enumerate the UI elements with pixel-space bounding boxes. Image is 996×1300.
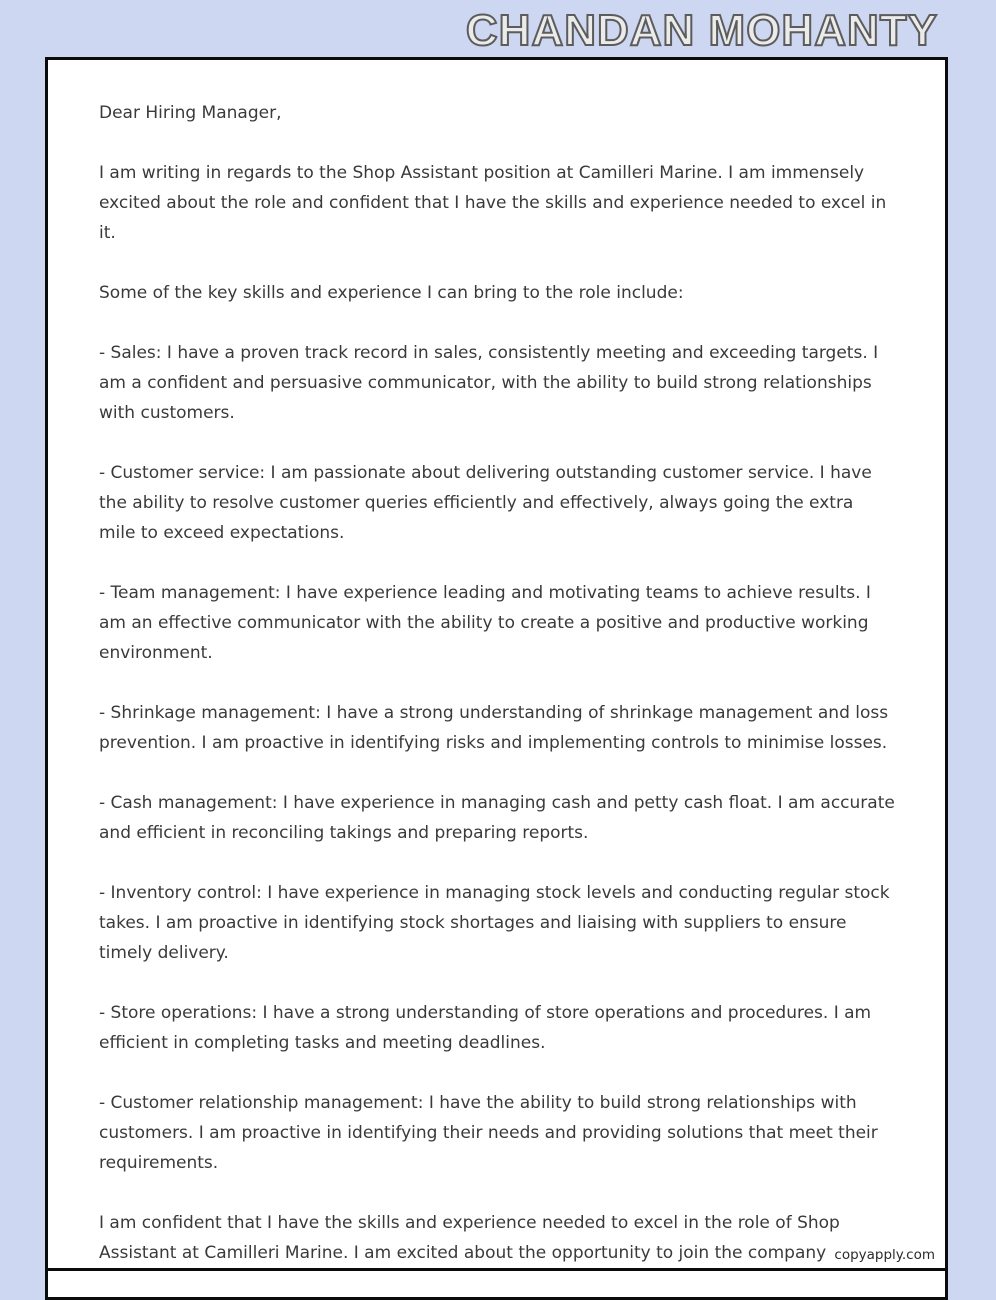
bullet-store-operations: - Store operations: I have a strong understanding of store operations and procedures. I am efficient in completing tasks and meeting deadlines. [99, 1003, 872, 1053]
paragraph-intro: I am writing in regards to the Shop Assistant position at Camilleri Marine. I am immensely excited about the role and confident that I have the skills and experience needed to excel in it. [99, 163, 887, 243]
bullet-customer-relationship: - Customer relationship management: I have the ability to build strong relationships with customers. I am proactive in identifying their needs and providing solutions that meet their requirements. [99, 1093, 878, 1173]
watermark: copyapply.com [834, 1247, 935, 1263]
letterhead [0, 0, 996, 57]
page-bottom-rule [45, 1268, 948, 1271]
paragraph-skills-lead: Some of the key skills and experience I can bring to the role include: [99, 283, 684, 303]
bullet-shrinkage-management: - Shrinkage management: I have a strong understanding of shrinkage management and loss prevention. I am proactive in identifying risks and implementing controls to minimise losses. [99, 703, 889, 753]
bullet-cash-management: - Cash management: I have experience in managing cash and petty cash float. I am accurate and efficient in reconciling takings and preparing reports. [99, 793, 895, 843]
bullet-team-management: - Team management: I have experience leading and motivating teams to achieve results. I am an effective communicator with the ability to create a positive and productive working environment. [99, 583, 871, 663]
paragraph-closing: I am confident that I have the skills and experience needed to excel in the role of Shop Assistant at Camilleri Marine. I am excited about the opportunity to join the company [99, 1213, 840, 1263]
bullet-inventory-control: - Inventory control: I have experience in managing stock levels and conducting regular stock takes. I am proactive in identifying stock shortages and liaising with suppliers to ensure timely delivery. [99, 883, 890, 963]
bullet-customer-service: - Customer service: I am passionate about delivering outstanding customer service. I have the ability to resolve customer queries efficiently and effectively, always going the extra mile to exceed expectations. [99, 463, 872, 543]
salutation: Dear Hiring Manager, [99, 103, 282, 123]
author-name: CHANDAN MOHANTY [465, 6, 938, 55]
bullet-sales: - Sales: I have a proven track record in sales, consistently meeting and exceeding targets. I am a confident and persuasive communicator, with the ability to build strong relationships with customers. [99, 343, 879, 423]
letter-page [45, 57, 948, 1300]
